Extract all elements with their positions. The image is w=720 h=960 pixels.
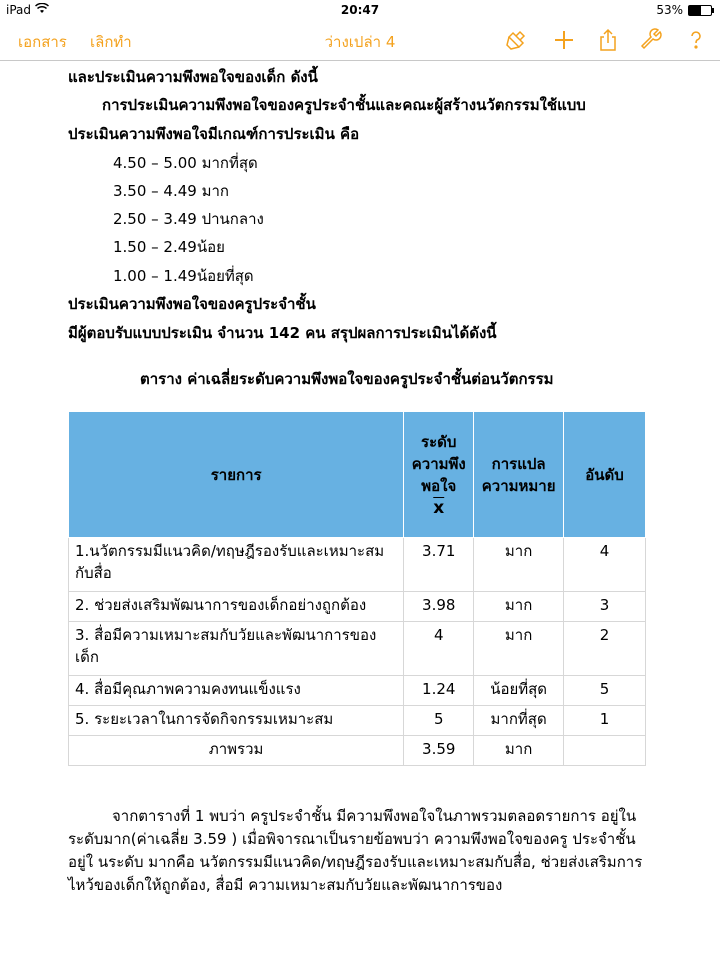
clock: 20:47 bbox=[340, 3, 380, 17]
battery-icon bbox=[688, 5, 712, 16]
table-row bbox=[69, 706, 646, 736]
row-item: 4. สื่อมีคุณภาพความคงทนแข็งแรง bbox=[69, 676, 404, 706]
row-rank: 2 bbox=[564, 622, 646, 676]
status-bar bbox=[0, 0, 720, 20]
row-meaning: มาก bbox=[474, 622, 564, 676]
paintbrush-icon[interactable] bbox=[504, 28, 528, 52]
header-rank: อันดับ bbox=[564, 412, 646, 538]
criteria-item: 2.50 – 3.49 ปานกลาง bbox=[113, 210, 264, 228]
table-row bbox=[69, 538, 646, 592]
plus-icon[interactable] bbox=[552, 28, 576, 52]
total-label: ภาพรวม bbox=[69, 736, 404, 766]
row-mean: 4 bbox=[404, 622, 474, 676]
documents-back-button[interactable]: เอกสาร bbox=[18, 33, 67, 51]
x-bar-symbol: $\overline{x}$ bbox=[433, 497, 445, 518]
table-row bbox=[69, 592, 646, 622]
row-rank: 5 bbox=[564, 676, 646, 706]
doc-line: และประเมินความพึงพอใจของเด็ก ดังนี้ bbox=[68, 68, 318, 86]
doc-line: ประเมินความพึงพอใจมีเกณฑ์การประเมิน คือ bbox=[68, 125, 360, 143]
row-rank: 4 bbox=[564, 538, 646, 592]
row-mean: 3.98 bbox=[404, 592, 474, 622]
table-row bbox=[69, 676, 646, 706]
header-level: ระดับ ความพึง พอใจ $\overline{x}$ bbox=[404, 412, 474, 538]
toolbar bbox=[0, 20, 720, 61]
row-meaning: น้อยที่สุด bbox=[474, 676, 564, 706]
row-item: 3. สื่อมีความเหมาะสมกับวัยและพัฒนาการของเด็ก bbox=[69, 622, 404, 676]
criteria-item: 3.50 – 4.49 มาก bbox=[113, 182, 229, 200]
satisfaction-table bbox=[68, 411, 646, 766]
row-meaning: มาก bbox=[474, 592, 564, 622]
battery-percent: 53% bbox=[656, 3, 683, 17]
header-item: รายการ bbox=[69, 412, 404, 538]
criteria-item: 1.50 – 2.49น้อย bbox=[113, 238, 225, 256]
row-meaning: มาก bbox=[474, 538, 564, 592]
summary-paragraph: จากตารางที่ 1 พบว่า ครูประจำชั้น มีความพึงพอใจในภาพรวมตลอดรายการ อยู่ในระดับมาก(ค่าเฉลี่ย 3.59 ) เมื่อพิจารณาเป็นรายข้อพบว่า ความพึงพอใจของครู ประจำชั้นอยู่ใ นระดับ มากคือ นวัตกรรมมีแนวคิด/ทฤษฎีรองรับและเหมาะสมกับสื่อ, ช่วยส่งเสริมการไหว้ของเด็กให้ถูกต้อง, สื่อมี ความเหมาะสมกับวัยและพัฒนาการของ bbox=[68, 807, 643, 894]
table-row bbox=[69, 622, 646, 676]
document-title[interactable]: ว่างเปล่า 4 bbox=[324, 33, 396, 51]
header-meaning: การแปล ความหมาย bbox=[474, 412, 564, 538]
table-caption: ตาราง ค่าเฉลี่ยระดับความพึงพอใจของครูประจำชั้นต่อนวัตกรรม bbox=[140, 370, 554, 388]
table-total-row bbox=[69, 736, 646, 766]
row-item: 1.นวัตกรรมมีแนวคิด/ทฤษฎีรองรับและเหมาะสมกับสื่อ bbox=[69, 538, 404, 592]
wrench-icon[interactable] bbox=[640, 28, 664, 52]
doc-line: การประเมินความพึงพอใจของครูประจำชั้นและคณะผู้สร้างนวัตกรรมใช้แบบ bbox=[102, 96, 586, 114]
doc-line: มีผู้ตอบรับแบบประเมิน จำนวน 142 คน สรุปผลการประเมินได้ดังนี้ bbox=[68, 324, 497, 342]
undo-button[interactable]: เลิกทำ bbox=[90, 33, 132, 51]
total-rank bbox=[564, 736, 646, 766]
row-rank: 1 bbox=[564, 706, 646, 736]
row-rank: 3 bbox=[564, 592, 646, 622]
share-icon[interactable] bbox=[596, 28, 620, 52]
row-mean: 3.71 bbox=[404, 538, 474, 592]
row-item: 2. ช่วยส่งเสริมพัฒนาการของเด็กอย่างถูกต้อง bbox=[69, 592, 404, 622]
device-label: iPad bbox=[6, 3, 32, 17]
row-meaning: มากที่สุด bbox=[474, 706, 564, 736]
doc-line: ประเมินความพึงพอใจของครูประจำชั้น bbox=[68, 295, 316, 313]
total-mean: 3.59 bbox=[404, 736, 474, 766]
row-item: 5. ระยะเวลาในการจัดกิจกรรมเหมาะสม bbox=[69, 706, 404, 736]
table-header-row bbox=[69, 412, 646, 538]
total-meaning: มาก bbox=[474, 736, 564, 766]
row-mean: 1.24 bbox=[404, 676, 474, 706]
row-mean: 5 bbox=[404, 706, 474, 736]
criteria-item: 1.00 – 1.49น้อยที่สุด bbox=[113, 267, 254, 285]
help-icon[interactable] bbox=[684, 28, 708, 52]
criteria-item: 4.50 – 5.00 มากที่สุด bbox=[113, 154, 258, 172]
